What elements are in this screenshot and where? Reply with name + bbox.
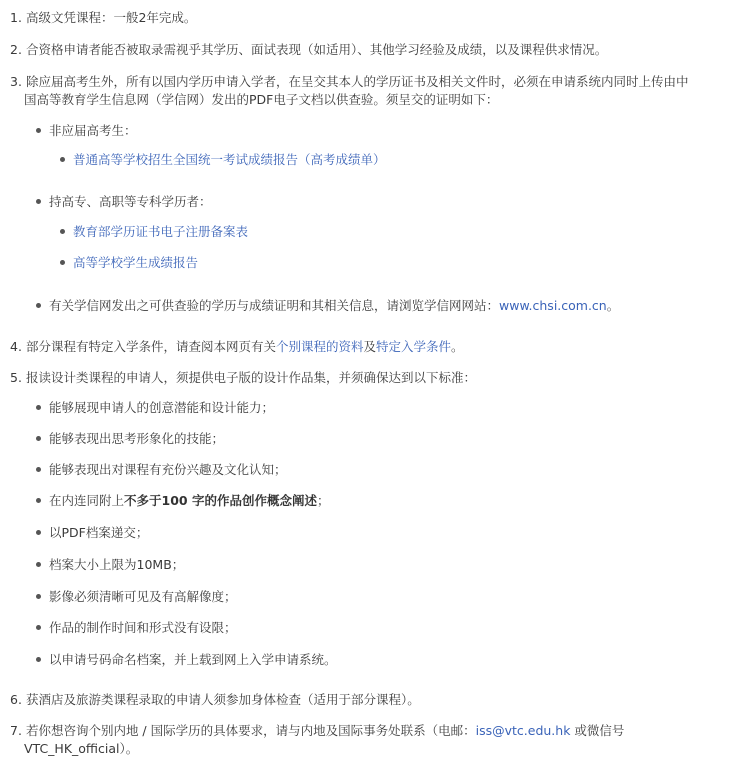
item-text: 高级文凭课程：一般2年完成。 xyxy=(25,10,197,25)
course-info-link[interactable]: 个别课程的资料 xyxy=(275,339,364,354)
email-link[interactable]: iss@vtc.edu.hk xyxy=(475,723,571,738)
bullet-icon xyxy=(36,594,41,599)
sub-item-chsi-info: 有关学信网发出之可供查验的学历与成绩证明和其相关信息，请浏览学信网网站：www.chsi.com.cn。 xyxy=(36,297,619,315)
portfolio-criterion-7: 影像必须清晰可见及有高解像度； xyxy=(36,588,237,606)
bullet-icon xyxy=(36,498,41,503)
requirement-item-6: 6. 获酒店及旅游类课程录取的申请人须参加身体检查（适用于部分课程）。 xyxy=(10,692,420,707)
requirement-item-3 xyxy=(10,73,730,109)
portfolio-criterion-6: 档案大小上限为10MB； xyxy=(36,556,184,574)
entry-requirements-link[interactable]: 特定入学条件 xyxy=(375,339,451,354)
wechat-id-line: VTC_HK_official）。 xyxy=(24,741,139,756)
requirement-item-4: 4. 部分课程有特定入学条件，请查阅本网页有关个别课程的资料及特定入学条件。 xyxy=(10,339,464,354)
sub-item-non-graduate: 非应届高考生： xyxy=(36,122,137,140)
portfolio-criterion-8: 作品的制作时间和形式没有设限； xyxy=(36,619,237,637)
portfolio-criterion-1: 能够展现申请人的创意潜能和设计能力； xyxy=(36,399,274,417)
bullet-icon xyxy=(60,229,65,234)
sub-item-transcript-report xyxy=(60,254,198,272)
bullet-icon xyxy=(36,625,41,630)
bullet-icon xyxy=(60,157,65,162)
bullet-icon xyxy=(36,530,41,535)
item-number: 1. xyxy=(10,10,22,25)
bullet-icon xyxy=(36,128,41,133)
sub-item-diploma-holders: 持高专、高职等专科学历者： xyxy=(36,193,212,211)
requirement-item-1 xyxy=(10,9,730,27)
gaokao-report-link[interactable]: 普通高等学校招生全国统一考试成绩报告（高考成绩单） xyxy=(73,152,386,167)
bullet-icon xyxy=(36,467,41,472)
portfolio-criterion-5: 以PDF档案递交； xyxy=(36,524,148,542)
item-number: 2. xyxy=(10,42,22,57)
item-number: 3. xyxy=(10,74,22,89)
bullet-icon xyxy=(36,303,41,308)
chsi-website-link[interactable]: www.chsi.com.cn xyxy=(499,298,607,313)
transcript-report-link[interactable]: 高等学校学生成绩报告 xyxy=(73,255,199,270)
item-text-line2: 国高等教育学生信息网（学信网）发出的PDF电子文档以供查验。须呈交的证明如下： xyxy=(24,92,499,107)
portfolio-criterion-3: 能够表现出对课程有充份兴趣及文化认知； xyxy=(36,461,287,479)
item-number: 4. xyxy=(10,339,22,354)
item-text: 合资格申请者能否被取录需视乎其学历、面试表现（如适用）、其他学习经验及成绩，以及课程供求情况。 xyxy=(25,42,608,57)
item-text-line1: 除应届高考生外，所有以国内学历申请入学者，在呈交其本人的学历证书及相关文件时，必须在申请系统内同时上传由中 xyxy=(25,74,689,89)
sub-item-registration-form xyxy=(60,223,248,241)
item-number: 7. xyxy=(10,723,22,738)
portfolio-criterion-4: 在内连同附上不多于100 字的作品创作概念阐述； xyxy=(36,492,329,510)
bullet-icon xyxy=(36,436,41,441)
bullet-icon xyxy=(36,199,41,204)
bullet-icon xyxy=(60,260,65,265)
requirement-item-7: 7. 若你想咨询个别内地 / 国际学历的具体要求，请与内地及国际事务处联系（电邮：iss@vtc.edu.hk 或微信号 VTC_HK_official）。 xyxy=(10,722,730,758)
requirement-item-2 xyxy=(10,41,730,59)
requirement-item-5: 5. 报读设计类课程的申请人，须提供电子版的设计作品集，并须确保达到以下标准： xyxy=(10,370,476,385)
registration-form-link[interactable]: 教育部学历证书电子注册备案表 xyxy=(73,224,249,239)
item-number: 6. xyxy=(10,692,22,707)
portfolio-criterion-2: 能够表现出思考形象化的技能； xyxy=(36,430,224,448)
bullet-icon xyxy=(36,657,41,662)
sub-item-gaokao-report xyxy=(60,151,386,169)
item-number: 5. xyxy=(10,370,22,385)
bullet-icon xyxy=(36,562,41,567)
portfolio-criterion-9: 以申请号码命名档案，并上载到网上入学申请系统。 xyxy=(36,651,337,669)
bullet-icon xyxy=(36,405,41,410)
